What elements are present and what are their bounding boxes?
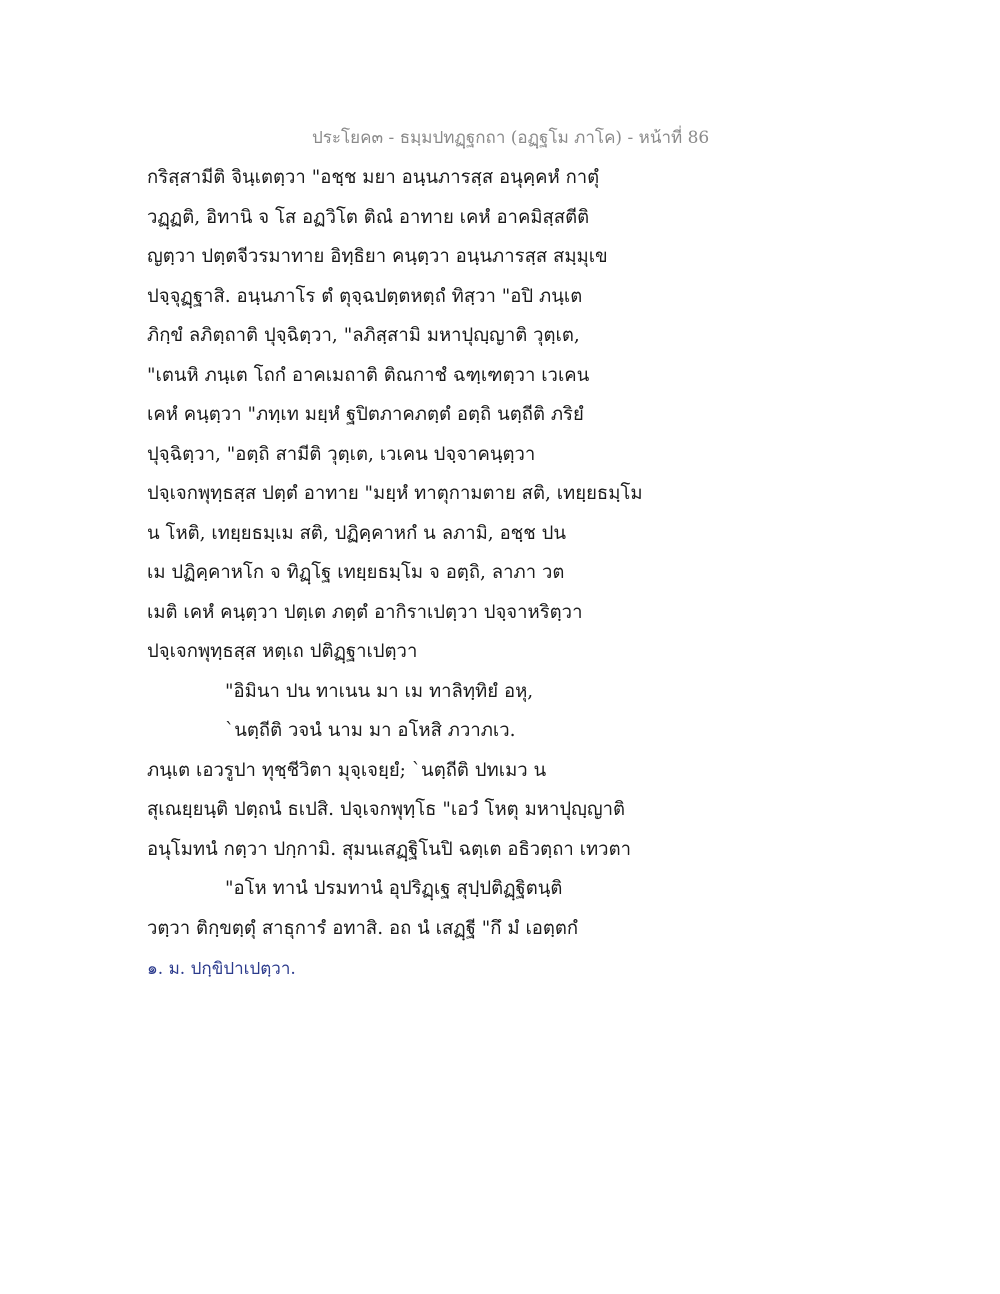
- text-line: ญตฺวา ปตฺตจีวรมาทาย อิทฺธิยา คนฺตฺวา อนฺนภารสฺส สมฺมุเข: [147, 246, 608, 267]
- text-line: ปุจฺฉิตฺวา, "อตฺถิ สามีติ วุตฺเต, เวเคน ปจฺจาคนฺตฺวา: [147, 443, 536, 465]
- text-line: วฏฺฏติ, อิทานิ จ โส อฏวิโต ติณํ อาทาย เคหํ อาคมิสฺสตีติ: [147, 206, 590, 228]
- verse-line: "อิมินา ปน ทาเนน มา เม ทาลิทฺทิยํ อหุ,: [225, 680, 534, 702]
- text-line: ปจฺจุฏฺฐาสิ. อนฺนภาโร ตํ ตุจฺฉปตฺตหตฺถํ ทิสฺวา "อปิ ภนฺเต: [147, 285, 583, 307]
- text-line: "เตนหิ ภนฺเต โถกํ อาคเมถาติ ติณกาชํ ฉฑฺเฑตฺวา เวเคน: [147, 364, 590, 386]
- verse-line: `นตฺถีติ วจนํ นาม มา อโหสิ ภวาภเว.: [225, 720, 516, 741]
- text-line: เม ปฏิคฺคาหโก จ ทิฏฺโฐ เทยฺยธมฺโม จ อตฺถิ, ลาภา วต: [147, 562, 565, 583]
- body-text: [147, 158, 677, 948]
- text-line: กริสฺสามีติ จินฺเตตฺวา "อชฺช มยา อนฺนภารสฺส อนุคฺคหํ กาตุํ: [147, 167, 600, 188]
- footnote: ๑. ม. ปกฺขิปาเปตฺวา.: [147, 959, 296, 979]
- text-line: ปจฺเจกพุทฺธสฺส หตฺเถ ปติฏฺฐาเปตฺวา: [147, 641, 418, 662]
- text-line: เมติ เคหํ คนฺตฺวา ปตฺเต ภตฺตํ อากิราเปตฺวา ปจฺจาหริตฺวา: [147, 601, 583, 623]
- text-line: สุเณยฺยนฺติ ปตฺถนํ ธเปสิ. ปจฺเจกพุทฺโธ "เอวํ โหตุ มหาปุญฺญาติ: [147, 799, 626, 820]
- text-line: วตฺวา ติกฺขตฺตุํ สาธุการํ อทาสิ. อถ นํ เสฏฺฐี "กึ มํ เอตฺตกํ: [147, 917, 579, 939]
- text-line: ภนฺเต เอวรูปา ทุชฺชีวิตา มุจฺเจยฺยํ; `นตฺถีติ ปทเมว น: [147, 759, 547, 781]
- text-line: ภิกฺขํ ลภิตฺถาติ ปุจฺฉิตฺวา, "ลภิสฺสามิ มหาปุญฺญาติ วุตฺเต,: [147, 325, 580, 346]
- text-line: น โหติ, เทยฺยธมฺเม สติ, ปฏิคฺคาหกํ น ลภามิ, อชฺช ปน: [147, 522, 567, 544]
- verse-line: "อโห ทานํ ปรมทานํ อุปริฏฺเฐ สุปฺปติฏฺฐิตนฺติ: [225, 878, 563, 899]
- text-line: ปจฺเจกพุทฺธสฺส ปตฺตํ อาทาย "มยฺหํ ทาตุกามตาย สติ, เทยฺยธมฺโม: [147, 483, 643, 504]
- text-line: อนุโมทนํ กตฺวา ปกฺกามิ. สุมนเสฏฺฐิโนปิ ฉตฺเต อธิวตฺถา เทวตา: [147, 838, 631, 860]
- page-header: ประโยค๓ - ธมฺมปทฏฺฐกถา (อฏฺฐโม ภาโค) - หน้าที่ 86: [312, 128, 710, 148]
- text-line: เคหํ คนฺตฺวา "ภทฺเท มยฺหํ ฐปิตภาคภตฺตํ อตฺถิ นตฺถีติ ภริยํ: [147, 404, 584, 425]
